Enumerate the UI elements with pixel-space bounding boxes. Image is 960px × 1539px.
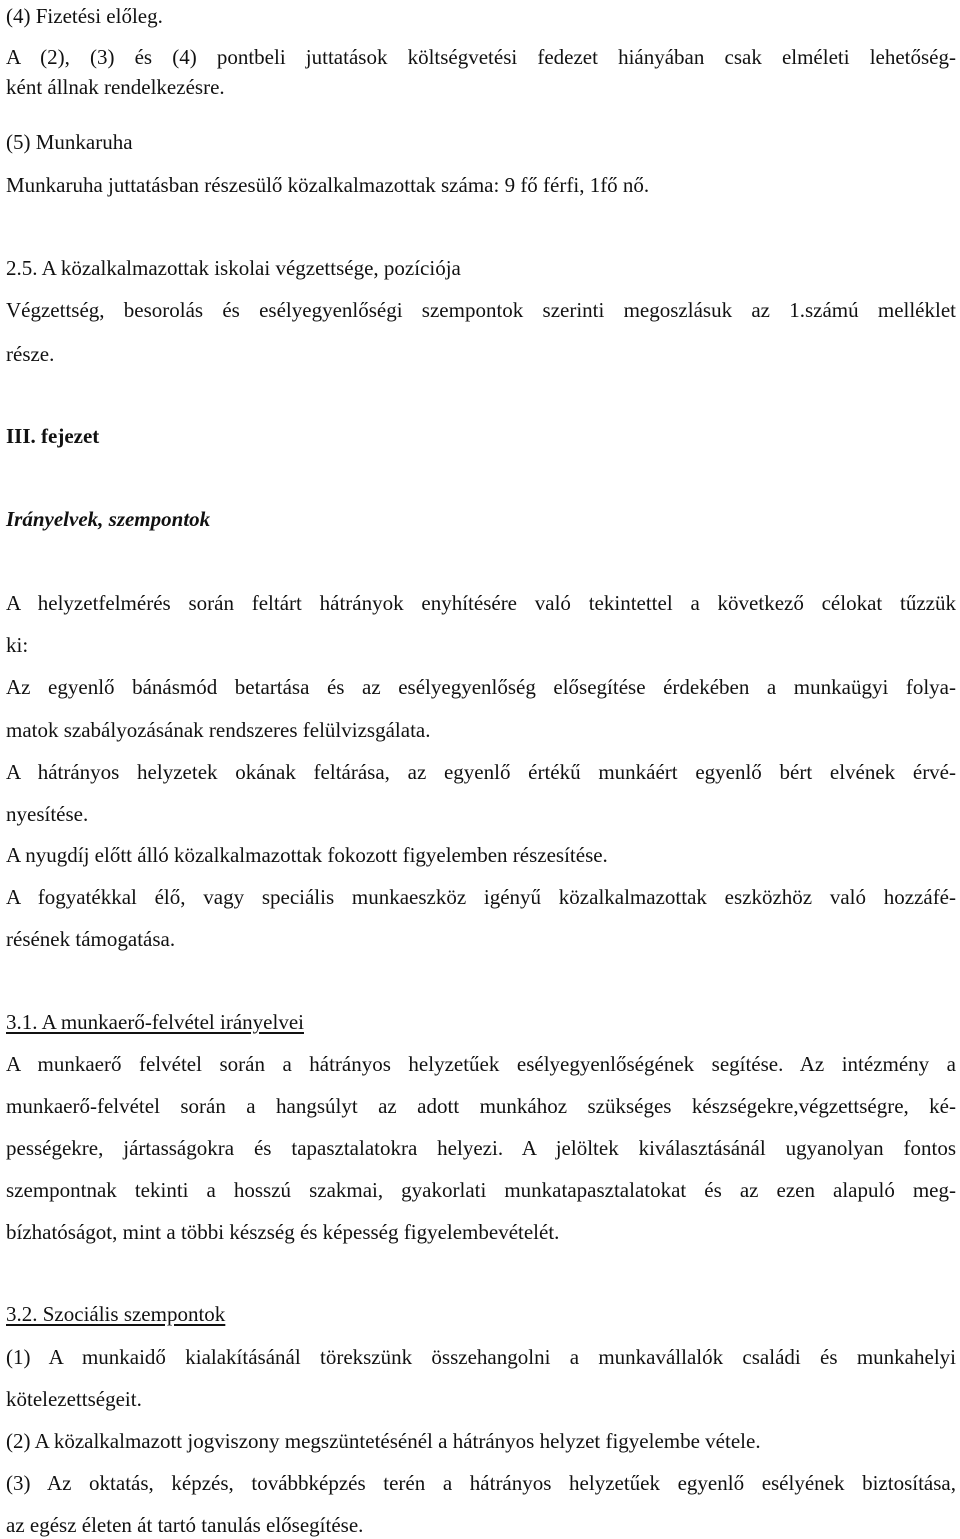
text-line: Végzettség, besorolás és esélyegyenlőségi szempontok szerinti megoszlásuk az 1.számú melléklet: [6, 298, 956, 322]
text-line: kötelezettségeit.: [6, 1387, 142, 1411]
text-line: (4) Fizetési előleg.: [6, 4, 163, 28]
chapter-heading: III. fejezet: [6, 424, 100, 448]
text-line: (3) Az oktatás, képzés, továbbképzés terén a hátrányos helyzetűek egyenlő esélyének biztosítása,: [6, 1471, 956, 1495]
section-heading: 3.1. A munkaerő-felvétel irányelvei: [6, 1010, 304, 1034]
text-line: Az egyenlő bánásmód betartása és az esélyegyenlőség elősegítése érdekében a munkaügyi folya-: [6, 675, 956, 699]
text-line: bízhatóságot, mint a többi készség és képesség figyelembevételét.: [6, 1220, 560, 1244]
text-line: (1) A munkaidő kialakításánál törekszünk összehangolni a munkavállalók családi és munkahelyi: [6, 1345, 956, 1369]
text-line: pességekre, jártasságokra és tapasztalatokra helyezi. A jelöltek kiválasztásánál ugyanolyan fontos: [6, 1136, 956, 1160]
text-line: A helyzetfelmérés során feltárt hátrányok enyhítésére való tekintettel a következő célokat tűzzük: [6, 591, 956, 615]
text-line: matok szabályozásának rendszeres felülvizsgálata.: [6, 718, 431, 742]
text-line: az egész életen át tartó tanulás elősegítése.: [6, 1513, 364, 1537]
text-line: A fogyatékkal élő, vagy speciális munkaeszköz igényű közalkalmazottak eszközhöz való hozzáfé-: [6, 885, 956, 909]
section-heading: (5) Munkaruha: [6, 130, 133, 154]
text-line: munkaerő-felvétel során a hangsúlyt az adott munkához szükséges készségekre,végzettségre, ké-: [6, 1094, 956, 1118]
text-line: része.: [6, 342, 55, 366]
section-heading: 3.2. Szociális szempontok: [6, 1302, 226, 1326]
chapter-subtitle: Irányelvek, szempontok: [6, 507, 211, 531]
text-line: Munkaruha juttatásban részesülő közalkalmazottak száma: 9 fő férfi, 1fő nő.: [6, 173, 650, 197]
text-line: A hátrányos helyzetek okának feltárása, az egyenlő értékű munkáért egyenlő bért elvének érvé-: [6, 760, 956, 784]
text-line: nyesítése.: [6, 802, 89, 826]
text-line: szempontnak tekinti a hosszú szakmai, gyakorlati munkatapasztalatokat és az ezen alapuló meg-: [6, 1178, 956, 1202]
text-line: résének támogatása.: [6, 927, 176, 951]
text-line: ként állnak rendelkezésre.: [6, 75, 225, 99]
text-line: A (2), (3) és (4) pontbeli juttatások költségvetési fedezet hiányában csak elméleti lehetőség-: [6, 45, 956, 69]
text-line: (2) A közalkalmazott jogviszony megszüntetésénél a hátrányos helyzet figyelembe vétele.: [6, 1429, 761, 1453]
section-heading: 2.5. A közalkalmazottak iskolai végzettsége, pozíciója: [6, 256, 461, 280]
text-line: ki:: [6, 633, 29, 657]
text-line: A munkaerő felvétel során a hátrányos helyzetűek esélyegyenlőségének segítése. Az intézmény a: [6, 1052, 956, 1076]
text-line: A nyugdíj előtt álló közalkalmazottak fokozott figyelemben részesítése.: [6, 843, 608, 867]
